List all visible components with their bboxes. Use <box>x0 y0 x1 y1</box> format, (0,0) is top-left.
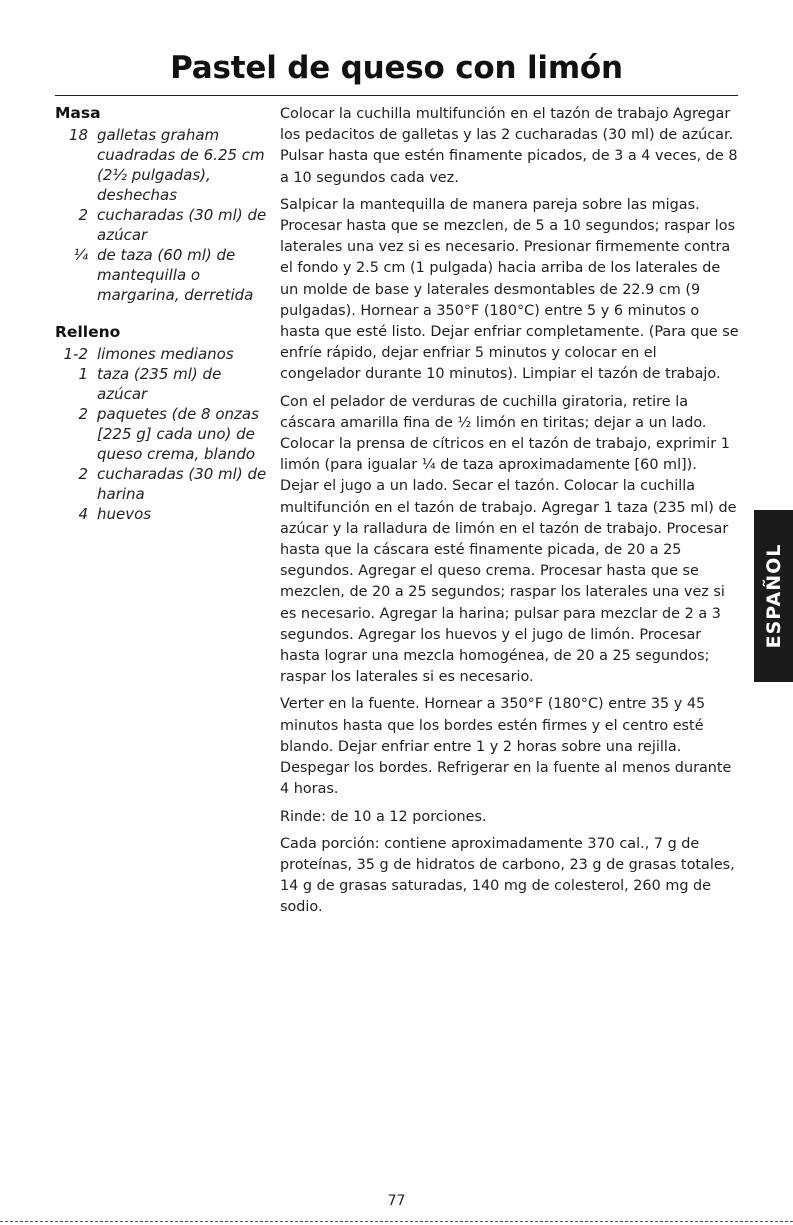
ingredient-quantity: ¼ <box>73 246 88 264</box>
bottom-divider <box>0 1221 793 1222</box>
ingredient-item <box>55 504 275 524</box>
instruction-paragraph: Salpicar la mantequilla de manera pareja sobre las migas. Procesar hasta que se mezclen, de 5 a 10 segundos; raspar los laterales una vez si es necesario. Presionar firmemente contra el fondo y 2.5 cm (1 pulgada) hacia arriba de los laterales de un molde de base y laterales desmontables de 22.9 cm (9 pulgadas). Hornear a 350°F (180°C) entre 5 y 6 minutos o hasta que esté listo. Dejar enfriar completamente. (Para que se enfríe rápido, dejar enfriar 5 minutos y colocar en el congelador durante 10 minutos). Limpiar el tazón de trabajo. <box>280 196 739 383</box>
ingredient-quantity: 2 <box>78 206 88 224</box>
language-tab <box>754 510 793 682</box>
ingredient-item <box>55 344 275 364</box>
ingredient-text: taza (235 ml) de azúcar <box>97 365 222 403</box>
ingredient-quantity: 4 <box>78 505 88 523</box>
ingredient-item <box>55 245 275 305</box>
ingredient-quantity: 1-2 <box>63 345 88 363</box>
ingredient-quantity: 18 <box>68 126 88 144</box>
ingredient-item <box>55 364 275 404</box>
ingredient-item <box>55 464 275 504</box>
instruction-paragraph: Verter en la fuente. Hornear a 350°F (180°C) entre 35 y 45 minutos hasta que los bordes estén firmes y el centro esté blando. Dejar enfriar entre 1 y 2 horas sobre una rejilla. Despegar los bordes. Refrigerar en la fuente al menos durante 4 horas. <box>280 696 732 798</box>
ingredient-text: cucharadas (30 ml) de harina <box>97 465 267 503</box>
page-number: 77 <box>387 1193 406 1209</box>
yield-text: Rinde: de 10 a 12 porciones. <box>280 808 487 825</box>
title-divider <box>55 95 738 96</box>
instructions-column <box>280 104 740 925</box>
ingredient-quantity: 2 <box>78 405 88 423</box>
page-title: Pastel de queso con limón <box>170 50 623 86</box>
instruction-paragraph: Colocar la cuchilla multifunción en el tazón de trabajo Agregar los pedacitos de galletas y las 2 cucharadas (30 ml) de azúcar. Pulsar hasta que estén finamente picados, de 3 a 4 veces, de 8 a 10 segundos cada vez. <box>280 106 738 186</box>
masa-heading: Masa <box>55 104 101 122</box>
ingredient-quantity: 1 <box>78 365 88 383</box>
ingredient-item <box>55 205 275 245</box>
ingredient-text: limones medianos <box>97 345 234 363</box>
ingredient-text: galletas graham cuadradas de 6.25 cm (2½ pulgadas), deshechas <box>97 126 265 204</box>
language-tab-label: ESPAÑOL <box>762 543 785 649</box>
ingredient-text: huevos <box>97 505 152 523</box>
ingredient-item <box>55 404 275 464</box>
nutrition-text: Cada porción: contiene aproximadamente 370 cal., 7 g de proteínas, 35 g de hidratos de carbono, 23 g de grasas totales, 14 g de grasas saturadas, 140 mg de colesterol, 260 mg de sodio. <box>280 835 735 916</box>
ingredient-text: cucharadas (30 ml) de azúcar <box>97 206 267 244</box>
ingredient-text: de taza (60 ml) de mantequilla o margarina, derretida <box>97 246 254 304</box>
ingredient-item <box>55 125 275 205</box>
ingredients-column <box>55 104 275 524</box>
relleno-heading: Relleno <box>55 323 121 341</box>
ingredient-quantity: 2 <box>78 465 88 483</box>
instruction-paragraph: Con el pelador de verduras de cuchilla giratoria, retire la cáscara amarilla fina de ½ limón en tiritas; dejar a un lado. Colocar la prensa de cítricos en el tazón de trabajo, exprimir 1 limón (para igualar ¼ de taza aproximadamente [60 ml]). Dejar el jugo a un lado. Secar el tazón. Colocar la cuchilla multifunción en el tazón de trabajo. Agregar 1 taza (235 ml) de azúcar y la ralladura de limón en el tazón de trabajo. Procesar hasta que la cáscara esté finamente picada, de 20 a 25 segundos. Agregar el queso crema. Procesar hasta que se mezclen, de 20 a 25 segundos; raspar los laterales una vez si es necesario. Agregar la harina; pulsar para mezclar de 2 a 3 segundos. Agregar los huevos y el jugo de limón. Procesar hasta lograr una mezcla homogénea, de 20 a 25 segundos; raspar los laterales si es necesario. <box>280 393 737 686</box>
ingredient-text: paquetes (de 8 onzas [225 g] cada uno) de queso crema, blando <box>97 405 259 463</box>
